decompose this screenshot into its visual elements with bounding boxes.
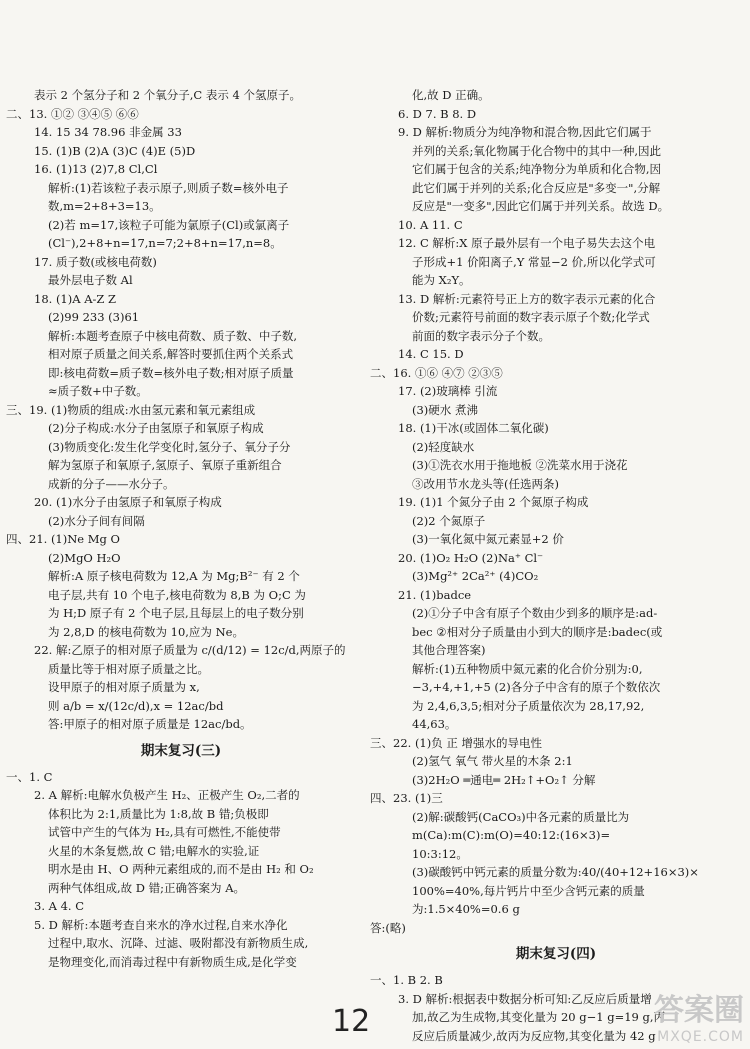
- left-line: 15. (1)B (2)A (3)C (4)E (5)D: [34, 143, 196, 158]
- left-line: 设甲原子的相对原子质量为 x,: [48, 680, 200, 694]
- watermark-logo-text: 答案圈: [654, 993, 744, 1028]
- right-line: 解析:(1)五种物质中氮元素的化合价分别为:0,: [412, 661, 643, 676]
- left-line: 一、1. C: [6, 769, 53, 784]
- left-line: (2)99 233 (3)61: [48, 310, 140, 324]
- left-line: 17. 质子数(或核电荷数): [34, 254, 157, 269]
- left-line: (2)若 m=17,该粒子可能为氯原子(Cl)或氯离子: [48, 217, 290, 232]
- right-line: (3)Mg²⁺ 2Ca²⁺ (4)CO₂: [412, 569, 539, 583]
- left-line: 即:核电荷数=质子数=核外电子数;相对原子质量: [48, 365, 294, 380]
- right-line: 子形成+1 价阳离子,Y 常显−2 价,所以化学式可: [412, 254, 656, 269]
- right-line: 反应是"一变多",因此它们属于并列关系。故选 D。: [412, 199, 670, 213]
- left-line: 3. A 4. C: [34, 899, 85, 913]
- right-line: 6. D 7. B 8. D: [398, 106, 477, 121]
- right-line: 9. D 解析:物质分为纯净物和混合物,因此它们属于: [398, 125, 652, 139]
- left-line: 明水是由 H、O 两种元素组成的,而不是由 H₂ 和 O₂: [48, 862, 314, 876]
- right-line: m(Ca):m(C):m(O)=40:12:(16×3)=: [412, 828, 611, 842]
- left-line: 试管中产生的气体为 H₂,具有可燃性,不能使带: [48, 825, 281, 839]
- left-line: 质量比等于相对原子质量之比。: [48, 661, 209, 676]
- right-line: 反应后质量减少,故丙为反应物,其变化量为 42 g: [412, 1028, 656, 1043]
- right-line: 前面的数字表示分子个数。: [412, 328, 550, 343]
- right-line: 价数;元素符号前面的数字表示原子个数;化学式: [412, 310, 650, 324]
- right-line: 并列的关系;氧化物属于化合物中的其中一种,因此: [412, 143, 662, 158]
- left-line: 14. 15 34 78.96 非金属 33: [34, 125, 182, 139]
- left-line: 18. (1)A A-Z Z: [34, 291, 117, 306]
- left-line: 数,m=2+8+3=13。: [48, 199, 161, 213]
- right-line: ③改用节水龙头等(任选两条): [412, 476, 559, 491]
- right-line: 44,63。: [412, 717, 457, 731]
- section-heading: 期末复习(三): [140, 742, 222, 759]
- right-line: 二、16. ①⑥ ④⑦ ②③⑤: [370, 365, 503, 380]
- left-line: (2)MgO H₂O: [48, 550, 121, 565]
- right-line: 此它们属于并列的关系;化合反应是"多变一",分解: [412, 180, 661, 195]
- left-line: 最外层电子数 Al: [48, 273, 133, 287]
- right-line: 10. A 11. C: [398, 217, 463, 232]
- left-line: 表示 2 个氢分子和 2 个氧分子,C 表示 4 个氢原子。: [34, 88, 301, 102]
- left-line: (2)水分子间有间隔: [48, 513, 145, 528]
- right-line: 100%=40%,每片钙片中至少含钙元素的质量: [412, 883, 645, 898]
- left-line: 16. (1)13 (2)7,8 Cl,Cl: [34, 162, 158, 176]
- left-line: 解析:(1)若该粒子表示原子,则质子数=核外电子: [48, 180, 289, 195]
- right-line: (2)轻度缺水: [412, 439, 475, 454]
- left-line: (Cl⁻),2+8+n=17,n=7;2+8+n=17,n=8。: [48, 236, 282, 250]
- right-line: 化,故 D 正确。: [412, 88, 490, 102]
- right-line: bec ②相对分子质量由小到大的顺序是:badec(或: [412, 624, 663, 639]
- right-line: 18. (1)干冰(或固体二氧化碳): [398, 421, 549, 435]
- right-line: (3)碳酸钙中钙元素的质量分数为:40/(40+12+16×3)×: [412, 865, 699, 879]
- left-line: 为 2,8,D 的核电荷数为 10,应为 Ne。: [48, 624, 244, 639]
- left-line: 20. (1)水分子由氢原子和氧原子构成: [34, 495, 222, 509]
- left-line: 电子层,共有 10 个电子,核电荷数为 8,B 为 O;C 为: [48, 587, 306, 602]
- right-line: 三、22. (1)负 正 增强水的导电性: [370, 735, 543, 750]
- right-line: (3)2H₂O ═通电═ 2H₂↑+O₂↑ 分解: [412, 772, 596, 787]
- left-line: 三、19. (1)物质的组成:水由氢元素和氧元素组成: [6, 402, 256, 417]
- right-line: (2)2 个氮原子: [412, 513, 486, 528]
- left-line: 答:甲原子的相对原子质量是 12ac/bd。: [48, 717, 252, 731]
- right-line: 为 2,4,6,3,5;相对分子质量依次为 28,17,92,: [412, 698, 645, 713]
- section-heading: 期末复习(四): [515, 946, 597, 962]
- left-line: 解为氢原子和氧原子,氢原子、氧原子重新组合: [48, 458, 282, 472]
- right-line: 加,故乙为生成物,其变化量为 20 g−1 g=19 g,丙: [412, 1010, 666, 1024]
- right-line: 它们属于包含的关系;纯净物分为单质和化合物,因: [412, 162, 662, 176]
- right-line: 10:3:12。: [412, 846, 468, 861]
- right-line: 为:1.5×40%=0.6 g: [412, 902, 520, 916]
- right-line: (2)解:碳酸钙(CaCO₃)中各元素的质量比为: [412, 809, 630, 824]
- right-line: 14. C 15. D: [398, 347, 464, 361]
- right-column: [370, 86, 742, 1045]
- right-line: (2)氢气 氧气 带火星的木条 2:1: [412, 754, 573, 768]
- right-line: 答:(略): [370, 920, 406, 935]
- left-line: 两种气体组成,故 D 错;正确答案为 A。: [48, 880, 246, 895]
- left-line: 成新的分子——水分子。: [48, 476, 175, 491]
- left-line: 过程中,取水、沉降、过滤、吸附都没有新物质生成,: [48, 936, 309, 950]
- left-line: ≈质子数+中子数。: [48, 384, 148, 398]
- right-line: (3)①洗衣水用于拖地板 ②洗菜水用于浇花: [412, 458, 628, 472]
- left-line: 则 a/b = x/(12c/d),x = 12ac/bd: [48, 698, 224, 713]
- left-line: 是物理变化,而消毒过程中有新物质生成,是化学变: [48, 954, 297, 969]
- left-line: 体积比为 2:1,质量比为 1:8,故 B 错;负极即: [48, 806, 269, 821]
- left-line: (3)物质变化:发生化学变化时,氢分子、氧分子分: [48, 439, 291, 454]
- page-number: 12: [332, 1004, 371, 1039]
- left-line: 为 H;D 原子有 2 个电子层,且每层上的电子数分别: [48, 606, 304, 620]
- watermark: [654, 985, 744, 1045]
- right-line: 其他合理答案): [412, 643, 486, 657]
- right-line: 17. (2)玻璃棒 引流: [398, 384, 498, 398]
- left-line: (2)分子构成:水分子由氢原子和氧原子构成: [48, 421, 264, 435]
- left-line: 火星的木条复燃,故 C 错;电解水的实验,证: [48, 843, 260, 858]
- right-line: 19. (1)1 个氮分子由 2 个氮原子构成: [398, 495, 589, 509]
- right-line: 四、23. (1)三: [370, 791, 443, 805]
- left-line: 5. D 解析:本题考查自来水的净水过程,自来水净化: [34, 917, 288, 932]
- left-line: 解析:本题考查原子中核电荷数、质子数、中子数,: [48, 328, 298, 343]
- right-line: 一、1. B 2. B: [370, 973, 443, 987]
- left-line: 解析:A 原子核电荷数为 12,A 为 Mg;B²⁻ 有 2 个: [48, 569, 300, 583]
- left-line: 二、13. ①② ③④⑤ ⑥⑥: [6, 106, 139, 121]
- right-line: (3)一氧化氮中氮元素显+2 价: [412, 532, 564, 546]
- left-line: 2. A 解析:电解水负极产生 H₂、正极产生 O₂,二者的: [34, 788, 300, 802]
- right-line: 能为 X₂Y。: [412, 273, 471, 287]
- right-line: 13. D 解析:元素符号正上方的数字表示元素的化合: [398, 291, 656, 306]
- left-line: 相对原子质量之间关系,解答时要抓住两个关系式: [48, 347, 294, 361]
- left-line: 四、21. (1)Ne Mg O: [6, 532, 120, 546]
- right-line: (2)①分子中含有原子个数由少到多的顺序是:ad-: [412, 606, 658, 620]
- right-line: 12. C 解析:X 原子最外层有一个电子易失去这个电: [398, 236, 656, 250]
- left-column: [6, 86, 356, 971]
- right-line: 21. (1)badce: [398, 587, 472, 602]
- right-line: 3. D 解析:根据表中数据分析可知:乙反应后质量增: [398, 991, 652, 1006]
- right-line: −3,+4,+1,+5 (2)各分子中含有的原子个数依次: [412, 680, 661, 694]
- right-line: 20. (1)O₂ H₂O (2)Na⁺ Cl⁻: [398, 550, 544, 565]
- watermark-url: MXQE.COM: [657, 1029, 744, 1045]
- left-line: 22. 解:乙原子的相对原子质量为 c/(d/12) = 12c/d,两原子的: [34, 643, 346, 657]
- right-line: (3)硬水 煮沸: [412, 402, 478, 417]
